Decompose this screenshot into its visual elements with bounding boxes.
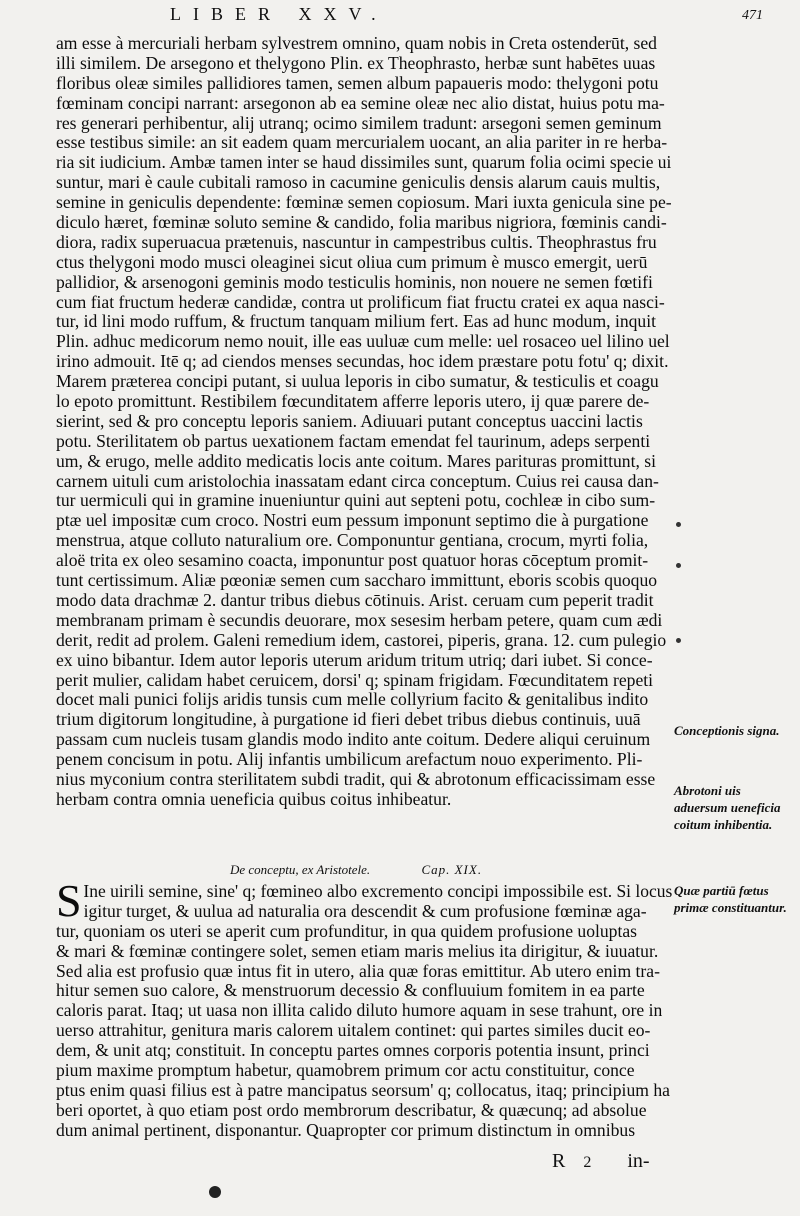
chapter-text-block <box>56 875 673 1140</box>
body-text-line: am esse à mercuriali herbam sylvestrem omnino, quam nobis in Creta ostenderūt, sed <box>56 33 657 53</box>
running-title: LIBER XXV. <box>170 4 388 24</box>
body-text-line: sierint, sed & pro conceptu leporis saniem. Adiuuari putant conceptus uaccini lactis <box>56 410 643 431</box>
body-text-line: carnem uituli cum aristolochia inassatam edant circa conceptum. Cuius rei causa dan- <box>56 470 659 491</box>
chapter-text-line: pium maxime promptum habetur, quamobrem primum cor actu constituitur, conce <box>56 1060 635 1081</box>
body-text-line: irino admouit. Itē q; ad ciendos menses secundas, hoc idem præstare potu fotu' q; dixit. <box>56 351 669 372</box>
body-text-line: um, & erugo, melle addito medicatis locis ante coitum. Mares parituras promittunt, si <box>56 450 657 471</box>
body-text-line: menstrua, atque colluto naturalium ore. Componuntur gentiana, crocum, myrti folia, <box>56 530 649 551</box>
main-text-block <box>56 34 672 810</box>
body-text-line: trium digitorum longitudine, à purgatione id fieri debet tribus diebus continuis, uuā <box>56 709 641 730</box>
body-text-line: tur uermiculi qui in gramine inueniuntur quini aut septeni potu, cochleæ in cibo sum- <box>56 490 656 511</box>
margin-bullet-mark <box>676 522 681 527</box>
body-text-line: passam cum nucleis tusam glandis modo indito ante coitum. Dedere aliqui ceruinum <box>56 729 651 750</box>
body-text-line: ptæ uel impositæ cum croco. Nostri eum pessum imponunt septimo die à purgatione <box>56 510 649 531</box>
body-text-line: ex uino bibantur. Idem autor leporis uterum aridum tritum utriq; dari iubet. Si conce- <box>56 649 653 670</box>
body-text-line: semine in geniculis dependente: fœminæ semen copiosum. Mari iuxta genicula sine pe- <box>56 192 672 213</box>
body-text-line: lo epoto promittunt. Restibilem fœcunditatem afferre leporis utero, ij quæ parere de- <box>56 391 650 412</box>
body-text-line: illi similem. De arsegono et thelygono Plin. ex Theophrasto, herbæ sunt habētes uuas <box>56 52 656 73</box>
chapter-title: De conceptu, ex Aristotele. <box>230 862 371 877</box>
body-text-line: herbam contra omnia ueneficia quibus coitus inhibeatur. <box>56 788 452 809</box>
margin-note-abrotonum: Abrotoni uis aduersum ueneficia coitum inhibentia. <box>674 783 781 832</box>
body-text-line: potu. Sterilitatem ob partus uexationem factam emendat fel taurinum, adeps serpenti <box>56 430 651 451</box>
catchword: in- <box>627 1150 650 1172</box>
body-text-line: docet mali punici folijs aridis tunsis cum melle collyrium facito & genitalibus indito <box>56 689 649 710</box>
margin-note-fetus: Quæ partiū fœtus primæ constituantur. <box>674 883 787 915</box>
catchword-line <box>552 1150 650 1173</box>
chapter-text-line: dum animal pertinent, disponantur. Quapropter cor primum distinctum in omnibus <box>56 1119 636 1140</box>
body-text-line: membranam primam è secundis deuorare, mox sesesim herbam petere, quam cum ædi <box>56 609 663 630</box>
body-text-line: diora, radix superuacua prætenuis, nascuntur in campestribus cultis. Theophrastus fru <box>56 231 657 252</box>
chapter-text-line: igitur turget, & uulua ad naturalia ora descendit & cum profusione fœminæ aga- <box>83 900 647 921</box>
chapter-text-line: dem, & unit atq; constituit. In conceptu partes omnes corporis potentia insunt, princi <box>56 1040 650 1061</box>
binding-hole-mark <box>209 1186 221 1198</box>
body-text-line: suntur, mari è caule cubitali ramoso in cacumine geniculis densis alarum cauis multis, <box>56 172 661 193</box>
chapter-text-line: tur, quoniam os uteri se aperit cum profunditur, in qua quidem profusione uoluptas <box>56 920 638 941</box>
margin-note-conception: Conceptionis signa. <box>674 723 780 738</box>
chapter-text-line: caloris parat. Itaq; ut uasa non illita calido diluto humore aquam in sese trahunt, ore in <box>56 1000 663 1021</box>
chapter-heading <box>230 862 482 878</box>
chapter-text-line: uerso attrahitur, genitura maris calorem uitalem continet: qui partes similes ducit eo- <box>56 1020 651 1041</box>
chapter-text-line: Sed alia est profusio quæ intus fit in utero, alia quæ foras emittitur. Ab utero enim tra- <box>56 960 660 981</box>
body-text-line: penem concisum in potu. Alij infantis umbilicum arefactum nouo experimento. Pli- <box>56 749 643 770</box>
signature-number: 2 <box>583 1154 592 1171</box>
body-text-line: pallidior, & arsenogoni geminis modo testiculis hominis, non nouere ne semen fœtifi <box>56 271 653 292</box>
body-text-line: Marem præterea concipi putant, si uulua leporis in cibo sumatur, & testiculis et coagu <box>56 371 659 392</box>
body-text-line: nius myconium contra sterilitatem subdi tradit, qui & abrotonum efficacissimam esse <box>56 768 656 789</box>
body-text-line: res generari perhibentur, alij utranq; ocimo similem tradunt: arsegoni semen geminum <box>56 112 662 133</box>
chapter-text-line: ptus enim quasi filius est à patre mancipatus seorsum' q; collocatus, itaq; principium ha <box>56 1079 670 1100</box>
body-text-line: derit, redit ad prolem. Galeni remedium idem, castorei, piperis, grana. 12. cum pulegio <box>56 629 667 650</box>
chapter-text-line: & mari & fœminæ contingere solet, semen etiam maris melius ita dirigitur, & iuuatur. <box>56 940 659 961</box>
body-text-line: tunt certissimum. Aliæ pœoniæ semen cum saccharo immittunt, eboris scobis quoquo <box>56 570 658 591</box>
body-text-line: fœminam concipi narrant: arsegonon ab ea semine oleæ nec alio distat, huius potu ma- <box>56 92 665 113</box>
body-text-line: ria sit iudicium. Ambæ tamen inter se haud dissimiles sunt, quarum folia ocimi specie ui <box>56 152 672 173</box>
chapter-text-line: beri oportet, à quo etiam post ordo membrorum describatur, & quæcunq; ad absolue <box>56 1099 647 1120</box>
body-text-line: diculo hæret, fœminæ soluto semine & candido, folia maribus nigriora, fœminis candi- <box>56 212 667 233</box>
margin-bullet-mark <box>676 563 681 568</box>
chapter-number: Cap. XIX. <box>421 862 483 877</box>
body-text-line: Plin. adhuc medicorum nemo nouit, ille eas uuluæ cum melle: uel rosaceo uel lilino uel <box>56 331 670 352</box>
body-text-line: modo data drachmæ 2. dantur tribus diebus cōtinuis. Arist. ceruam cum peperit tradit <box>56 589 654 610</box>
body-text-line: cum fiat fructum hederæ candidæ, contra ut prolificum fiat fructu cratei ex aqua nasci- <box>56 291 665 312</box>
body-text-line: aloë trita ex oleo sesamino coacta, imponuntur post quatuor horas cōceptum promit- <box>56 550 649 571</box>
body-text-line: floribus oleæ similes pallidiores tamen, semen album papaueris modo: thelygoni potu <box>56 72 659 93</box>
body-text-line: ctus thelygoni modo musci oleaginei sicut oliua cum primum è musco emergit, uerū <box>56 251 648 272</box>
chapter-text-line: hitur semen suo calore, & menstruorum decessio & confluuium fomitem in ea parte <box>56 980 645 1001</box>
page-number: 471 <box>742 8 763 23</box>
chapter-text-line: Ine uirili semine, sine' q; fœmineo albo excremento concipi impossibile est. Si locus <box>83 881 673 901</box>
margin-bullet-mark <box>676 638 681 643</box>
body-text-line: esse testibus simile: an sit eadem quam mercurialem uocant, an alia pariter in re herba- <box>56 132 668 153</box>
body-text-line: tur, id lini modo ruffum, & fructum tanquam milium fert. Eas ad hunc modum, inquit <box>56 311 656 332</box>
body-text-line: perit mulier, calidam habet ceruicem, dorsi' q; spinam frigidam. Fœcunditatem repeti <box>56 669 654 690</box>
signature-letter: R <box>552 1150 566 1172</box>
drop-cap: S <box>56 875 82 926</box>
